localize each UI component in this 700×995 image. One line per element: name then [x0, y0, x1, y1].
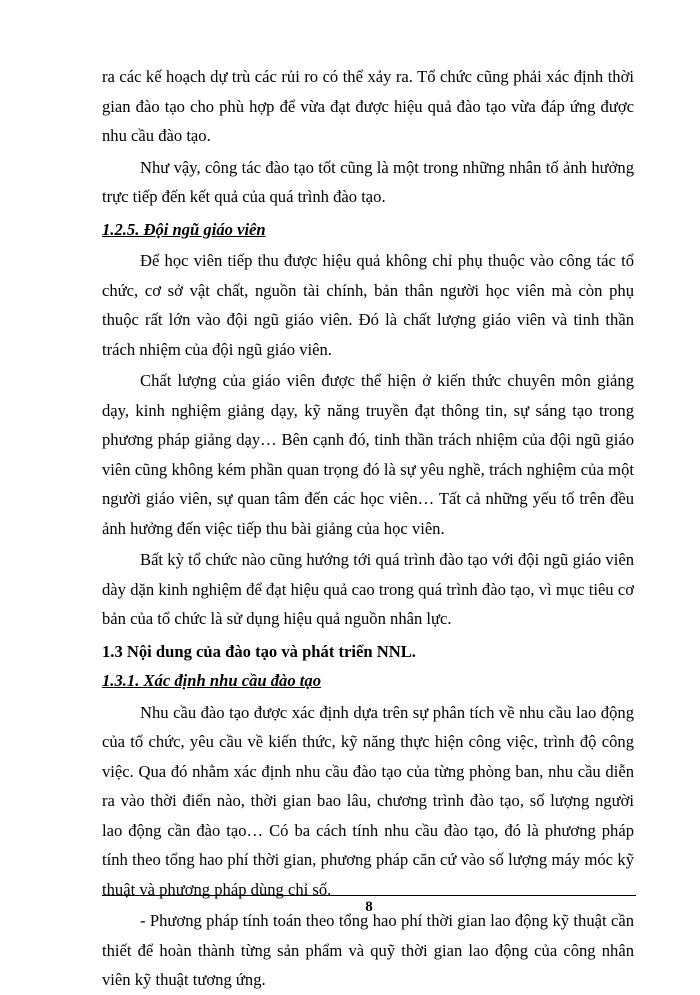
- paragraph-teacher-quality: Chất lượng của giáo viên được thể hiện ở kiến thức chuyên môn giảng dạy, kinh nghiệm giảng dạy, kỹ năng truyền đạt thông tin, sự sáng tạo trong phương pháp giảng dạy… Bên cạnh đó, tinh thần trách nhiệm của đội ngũ giáo viên cũng không kém phần quan trọng đó là sự yêu nghề, trách nghiệm của một người giáo viên, sự quan tâm đến các học viên… Tất cả những yếu tố trên đều ảnh hưởng đến việc tiếp thu bài giảng của học viên.: [102, 371, 634, 538]
- paragraph-organization-goal: Bất kỳ tổ chức nào cũng hướng tới quá trình đào tạo với đội ngũ giáo viên dày dặn kinh nghiệm để đạt hiệu quả cao trong quá trình đào tạo, vì mục tiêu cơ bản của tổ chức là sử dụng hiệu quả nguồn nhân lực.: [102, 550, 634, 628]
- heading-1-3: 1.3 Nội dung của đào tạo và phát triển NNL.: [102, 641, 416, 661]
- page-body: [102, 62, 634, 995]
- heading-1-3-1: 1.3.1. Xác định nhu cầu đào tạo: [102, 671, 321, 690]
- footer-divider: [102, 895, 636, 896]
- paragraph-method-time: - Phương pháp tính toán theo tổng hao phí thời gian lao động kỹ thuật cần thiết để hoàn thành từng sản phẩm và quỹ thời gian lao động của công nhân viên kỹ thuật tương ứng.: [102, 911, 634, 989]
- paragraph-conclusion: Như vậy, công tác đào tạo tốt cũng là một trong những nhân tố ảnh hưởng trực tiếp đến kết quả của quá trình đào tạo.: [102, 157, 634, 206]
- paragraph-teacher-intro: Để học viên tiếp thu được hiệu quả không chỉ phụ thuộc vào công tác tổ chức, cơ sở vật chất, nguồn tài chính, bản thân người học viên mà còn phụ thuộc rất lớn vào đội ngũ giáo viên. Đó là chất lượng giáo viên và tinh thần trách nhiệm của đội ngũ giáo viên.: [102, 251, 634, 359]
- heading-1-2-5: 1.2.5. Đội ngũ giáo viên: [102, 219, 266, 239]
- paragraph-continuation: ra các kế hoạch dự trù các rủi ro có thể xảy ra. Tổ chức cũng phải xác định thời gian đào tạo cho phù hợp để vừa đạt được hiệu quả đào tạo vừa đáp ứng được nhu cầu đào tạo.: [102, 67, 634, 145]
- paragraph-training-needs: Nhu cầu đào tạo được xác định dựa trên sự phân tích về nhu cầu lao động của tổ chức, yêu cầu về kiến thức, kỹ năng thực hiện công việc, trình độ công việc. Qua đó nhằm xác định nhu cầu đào tạo của từng phòng ban, nhu cầu diễn ra vào thời điển nào, thời gian bao lâu, chương trình đào tạo, số lượng người lao động cần đào tạo… Có ba cách tính nhu cầu đào tạo, đó là phương pháp tính theo tổng hao phí thời gian, phương pháp căn cứ vào số lượng máy móc kỹ thuật và phương pháp dùng chỉ số.: [102, 702, 634, 899]
- page-number: 8: [365, 899, 373, 915]
